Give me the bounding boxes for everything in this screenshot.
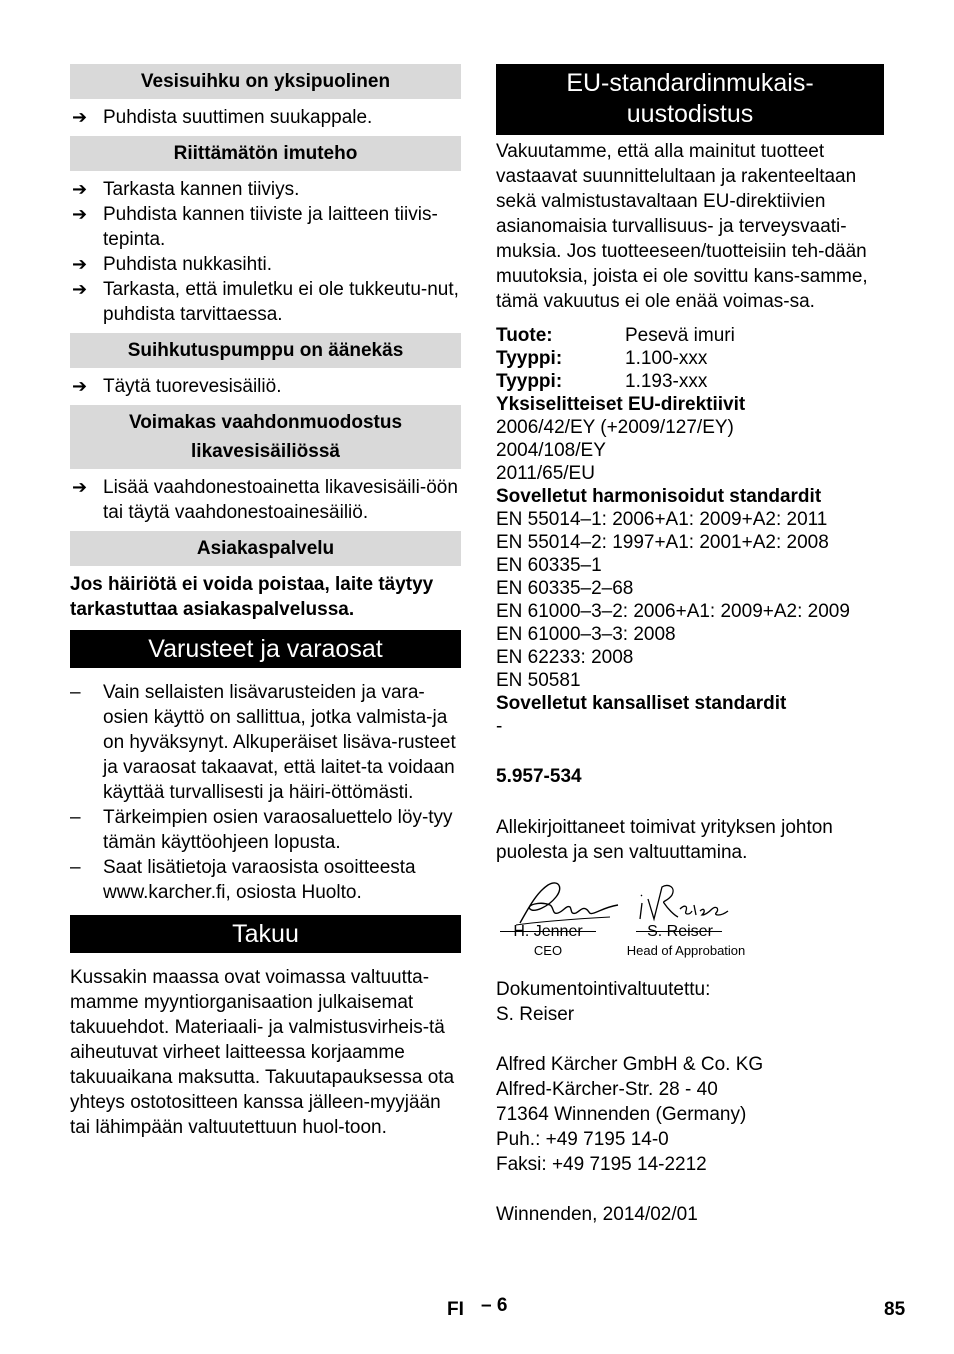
- arrow-right-icon: ➔: [72, 254, 88, 274]
- signed-text: Allekirjoittaneet toimivat yrityksen johton puolesta ja sen valtuuttamina.: [496, 817, 833, 863]
- standard: EN 61000–3–3: 2008: [496, 624, 676, 645]
- dash-bullet: –: [70, 857, 81, 878]
- list-item: ➔ Puhdista kannen tiiviste ja laitteen tiivis-tepinta.: [72, 204, 438, 250]
- list-item: ➔ Lisää vaahdonestoainetta likavesisäili-öön tai täytä vaahdonestoainesäiliö.: [72, 477, 458, 523]
- list-item: ➔ Tarkasta, että imuletku ei ole tukkeutu-nut, puhdista tarvittaessa.: [72, 279, 459, 325]
- signature-jenner-image: [514, 879, 624, 929]
- heading-line: EU-standardinmukais-: [566, 69, 814, 97]
- list-suction: [70, 177, 461, 327]
- heading-water-jet-one-sided: Vesisuihku on yksipuolinen: [70, 64, 461, 99]
- signatures: [496, 877, 884, 977]
- product-table: [496, 324, 735, 393]
- address-line: Faksi: +49 7195 14-2212: [496, 1154, 707, 1175]
- national-value: -: [496, 716, 503, 737]
- harmonized-label: Sovelletut harmonisoidut standardit: [496, 486, 822, 507]
- place-date: Winnenden, 2014/02/01: [496, 1204, 698, 1225]
- list-item: – Vain sellaisten lisävarusteiden ja vara-osien käyttö on sallittua, jotka valmista-ja on hyväksynyt. Alkuperäiset lisäva-rusteet ja varaosat takaavat, että laitet-ta voidaan käyttää turvallisesti ja häiri-öttömästi.: [70, 682, 456, 803]
- standard: EN 55014–1: 2006+A1: 2009+A2: 2011: [496, 509, 828, 530]
- heading-accessories: Varusteet ja varaosat: [70, 630, 461, 668]
- product-label: Tuote:: [496, 325, 553, 346]
- arrow-right-icon: ➔: [72, 179, 88, 199]
- heading-heavy-foaming: [70, 405, 461, 469]
- standard: EN 55014–2: 1997+A1: 2001+A2: 2008: [496, 532, 829, 553]
- signer-role-ceo: CEO: [533, 943, 563, 958]
- table-row: [496, 324, 735, 347]
- dash-bullet: –: [70, 682, 81, 703]
- list-item: ➔ Puhdista suuttimen suukappale.: [72, 107, 373, 128]
- address-line: 71364 Winnenden (Germany): [496, 1104, 747, 1125]
- signer-role-approbation: Head of Approbation: [626, 943, 746, 958]
- signer-name-jenner: H. Jenner: [513, 923, 583, 940]
- arrow-right-icon: ➔: [72, 376, 88, 396]
- heading-insufficient-suction: Riittämätön imuteho: [70, 136, 461, 171]
- heading-eu-declaration: [496, 64, 884, 135]
- directives-label: Yksiselitteiset EU-direktiivit: [496, 394, 746, 415]
- standard: EN 50581: [496, 670, 581, 691]
- table-row: [496, 347, 735, 370]
- heading-warranty: Takuu: [70, 915, 461, 953]
- left-column: [70, 64, 461, 1140]
- list-item: ➔ Tarkasta kannen tiiviys.: [72, 179, 300, 200]
- right-column: [496, 64, 884, 1227]
- type-label: Tyyppi:: [496, 371, 563, 392]
- footer-page-number: 85: [884, 1299, 906, 1320]
- list-pump: [70, 374, 461, 399]
- standard: EN 61000–3–2: 2006+A1: 2009+A2: 2009: [496, 601, 850, 622]
- product-value: Pesevä imuri: [625, 325, 735, 346]
- list-foaming: [70, 475, 461, 525]
- signature-reiser-image: [634, 881, 734, 925]
- heading-line: Voimakas vaahdonmuodostus: [128, 412, 403, 433]
- arrow-right-icon: ➔: [72, 477, 88, 497]
- arrow-right-icon: ➔: [72, 107, 88, 127]
- table-row: [496, 370, 735, 393]
- standard: EN 62233: 2008: [496, 647, 634, 668]
- heading-line: likavesisäiliössä: [191, 441, 340, 462]
- warranty-text: Kussakin maassa ovat voimassa valtuutta-mamme myyntiorganisaation julkaisemat takuuehdot. Materiaali- ja valmistusvirheis-tä aiheutuvat virheet laitteessa korjaamme takuuaikana maksutta. Takuutapauksessa ota yhteys ostotositteen kanssa jälleen-myyjään tai lähimpään valtuutettuun huol-toon.: [70, 967, 455, 1138]
- address-line: Puh.: +49 7195 14-0: [496, 1129, 669, 1150]
- dash-bullet: –: [70, 807, 81, 828]
- type-label: Tyyppi:: [496, 348, 563, 369]
- company-address: [496, 1052, 884, 1177]
- directive: 2006/42/EY (+2009/127/EY): [496, 417, 734, 438]
- address-line: Alfred-Kärcher-Str. 28 - 40: [496, 1079, 718, 1100]
- directive: 2011/65/EU: [496, 463, 595, 484]
- customer-service-text: Jos häiriötä ei voida poistaa, laite täytyy tarkastuttaa asiakaspalvelussa.: [70, 574, 434, 620]
- list-accessories: [70, 680, 461, 905]
- footer-lang: FI: [447, 1299, 464, 1320]
- list-item: – Saat lisätietoja varaosista osoitteesta www.karcher.fi, osiosta Huolto.: [70, 857, 416, 903]
- declaration-intro: Vakuutamme, että alla mainitut tuotteet vastaavat suunnittelultaan ja rakenteeltaan sekä valmistustavaltaan EU-direktiivien asianomaisia turvallisuus- ja terveysvaati-muksia. Jos tuotteeseen/tuotteisiin teh-dään muutoksia, joista ei ole sovittu kans-samme, tämä vakuutus ei ole enää voimas-sa.: [496, 141, 868, 312]
- arrow-right-icon: ➔: [72, 279, 88, 299]
- list-item: ➔ Puhdista nukkasihti.: [72, 254, 272, 275]
- arrow-right-icon: ➔: [72, 204, 88, 224]
- standard: EN 60335–2–68: [496, 578, 634, 599]
- signer-name-reiser: S. Reiser: [647, 923, 713, 940]
- standard: EN 60335–1: [496, 555, 602, 576]
- address-line: Alfred Kärcher GmbH & Co. KG: [496, 1054, 764, 1075]
- heading-customer-service: Asiakaspalvelu: [70, 531, 461, 566]
- national-label: Sovelletut kansalliset standardit: [496, 693, 787, 714]
- footer-page-local: – 6: [481, 1295, 508, 1316]
- list-water-jet: [70, 105, 461, 130]
- doc-number: 5.957-534: [496, 766, 582, 787]
- heading-line: uustodistus: [626, 100, 754, 128]
- heading-spray-pump-noisy: Suihkutuspumppu on äänekäs: [70, 333, 461, 368]
- type-value: 1.100-xxx: [625, 348, 708, 369]
- list-item: – Tärkeimpien osien varaosaluettelo löy-tyy tämän käyttöohjeen lopusta.: [70, 807, 453, 853]
- doc-auth-label: Dokumentointivaltuutettu:: [496, 979, 711, 1000]
- doc-auth-name: S. Reiser: [496, 1004, 575, 1025]
- type-value: 1.193-xxx: [625, 371, 708, 392]
- list-item: ➔ Täytä tuorevesisäiliö.: [72, 376, 282, 397]
- directive: 2004/108/EY: [496, 440, 606, 461]
